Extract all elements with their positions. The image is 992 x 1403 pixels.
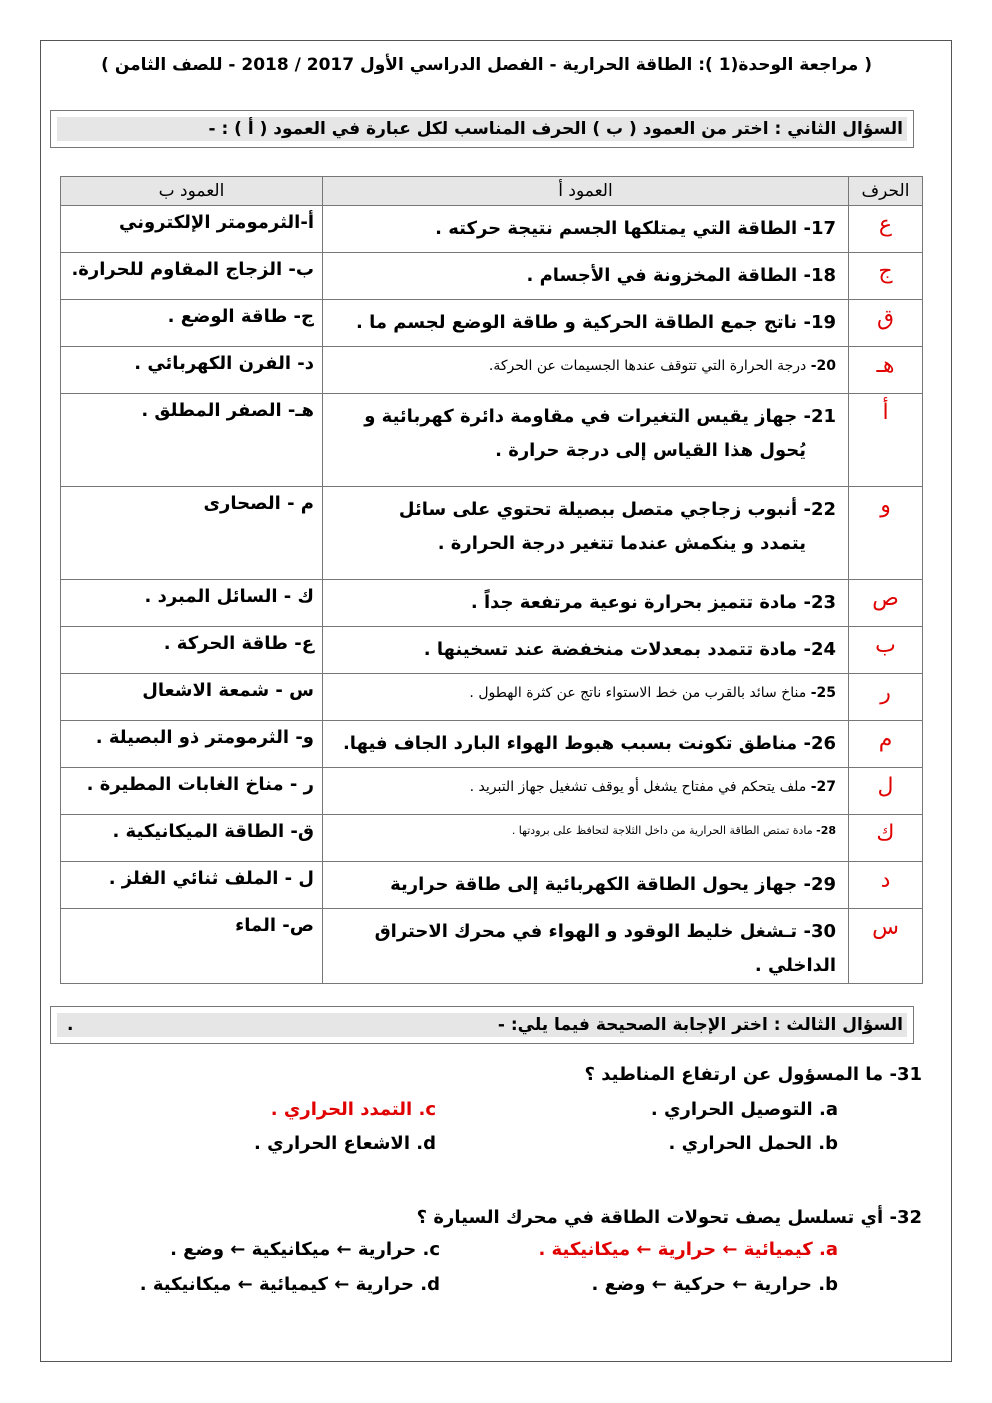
statement-number: 22- (803, 499, 836, 520)
table-row (61, 580, 923, 627)
column-a-statement (323, 253, 849, 300)
column-b-option: ر - مناخ الغابات المطيرة . (61, 768, 323, 815)
statement-text: مادة تمتص الطاقة الحرارية من داخل الثلاجة لتحافظ على برودتها . (511, 824, 813, 837)
column-b-option: و- الثرمومتر ذو البصيلة . (61, 721, 323, 768)
question-32: 32- أي تسلسل يصف تحولات الطاقة في محرك السيارة ؟ (416, 1207, 922, 1228)
column-b-option: م - الصحارى (61, 487, 323, 580)
col-a-header: العمود أ (323, 177, 849, 206)
statement-text: جهاز يحول الطاقة الكهربائية إلى طاقة حرارية (390, 874, 798, 895)
q31-option-c: c. التمدد الحراري . (270, 1099, 436, 1120)
column-b-option: ل - الملف ثنائي الفلز . (61, 862, 323, 909)
table-row (61, 627, 923, 674)
statement-text: مناطق تكونت بسبب هبوط الهواء البارد الجاف فيها. (342, 733, 798, 754)
statement-text: تـشغل خليط الوقود و الهواء في محرك الاحتراق الداخلي . (374, 921, 836, 977)
column-a-statement (323, 862, 849, 909)
statement-text: الطاقة التي يمتلكها الجسم نتيجة حركته . (435, 218, 798, 239)
statement-number: 28- (816, 824, 836, 837)
col-letter-header: الحرف (849, 177, 923, 206)
column-a-statement (323, 815, 849, 862)
table-row (61, 253, 923, 300)
statement-text: الطاقة المخزونة في الأجسام . (526, 265, 798, 286)
column-b-option: ك - السائل المبرد . (61, 580, 323, 627)
column-a-statement (323, 206, 849, 253)
answer-letter: ك (849, 815, 923, 862)
answer-letter: د (849, 862, 923, 909)
statement-text: درجة الحرارة التي تتوقف عندها الجسيمات عن الحركة. (488, 358, 807, 374)
column-a-statement (323, 768, 849, 815)
table-row (61, 347, 923, 394)
answer-letter: ص (849, 580, 923, 627)
page-title: ( مراجعة الوحدة(1 ): الطاقة الحرارية - الفصل الدراسي الأول 2017 / 2018 - للصف الثامن ) (101, 55, 872, 75)
statement-text: أنبوب زجاجي متصل ببصيلة تحتوي على سائل (398, 499, 798, 520)
statement-text: مادة تتمدد بمعدلات منخفضة عند تسخينها . (423, 639, 798, 660)
statement-number: 18- (803, 265, 836, 286)
statement-number: 23- (803, 592, 836, 613)
statement-text: مادة تتميز بحرارة نوعية مرتفعة جداً . (470, 592, 798, 613)
q31-option-d: d. الاشعاع الحراري . (254, 1133, 436, 1154)
table-row (61, 300, 923, 347)
answer-letter: و (849, 487, 923, 580)
question3-heading-end: . (67, 1015, 74, 1035)
statement-text: ملف يتحكم في مفتاح يشغل أو يوقف تشغيل جهاز التبريد . (469, 779, 807, 795)
q32-option-a: a. كيميائية ← حرارية ← ميكانيكية . (538, 1239, 838, 1260)
statement-number: 21- (803, 406, 836, 427)
statement-number: 29- (803, 874, 836, 895)
col-b-header: العمود ب (61, 177, 323, 206)
table-row (61, 394, 923, 487)
matching-table (60, 176, 923, 984)
answer-letter: ر (849, 674, 923, 721)
q32-option-b: b. حرارية ← حركية ← وضع . (591, 1274, 838, 1295)
question-31: 31- ما المسؤول عن ارتفاع المناطيد ؟ (584, 1064, 922, 1085)
column-a-statement (323, 580, 849, 627)
table-row (61, 862, 923, 909)
column-a-statement (323, 721, 849, 768)
column-b-option: أ-الثرمومتر الإلكتروني (61, 206, 323, 253)
column-a-statement (323, 300, 849, 347)
column-a-statement (323, 909, 849, 984)
column-b-option: ب- الزجاج المقاوم للحرارة. (61, 253, 323, 300)
answer-letter: ع (849, 206, 923, 253)
answer-letter: ل (849, 768, 923, 815)
column-b-option: س - شمعة الاشعال (61, 674, 323, 721)
statement-number: 30- (803, 921, 836, 942)
q31-option-b: b. الحمل الحراري . (668, 1133, 838, 1154)
question3-heading-box (50, 1006, 914, 1044)
table-row (61, 815, 923, 862)
question2-heading: السؤال الثاني : اختر من العمود ( ب ) الحرف المناسب لكل عبارة في العمود ( أ ) : - (208, 119, 903, 139)
statement-number: 19- (803, 312, 836, 333)
statement-number: 24- (803, 639, 836, 660)
table-row (61, 487, 923, 580)
statement-text-line2: يُحول هذا القياس إلى درجة حرارة . (495, 440, 806, 462)
answer-letter: س (849, 909, 923, 984)
q31-option-a: a. التوصيل الحراري . (650, 1099, 838, 1120)
statement-text-line2: يتمدد و ينكمش عندما تتغير درجة الحرارة . (437, 533, 806, 555)
answer-letter: هـ (849, 347, 923, 394)
statement-text: مناخ سائد بالقرب من خط الاستواء ناتج عن كثرة الهطول . (469, 685, 807, 701)
column-b-option: ص- الماء (61, 909, 323, 984)
question2-heading-box (50, 110, 914, 148)
column-a-statement (323, 347, 849, 394)
statement-number: 26- (803, 733, 836, 754)
statement-number: 27- (810, 779, 836, 795)
statement-number: 17- (803, 218, 836, 239)
answer-letter: ب (849, 627, 923, 674)
answer-letter: أ (849, 394, 923, 487)
answer-letter: م (849, 721, 923, 768)
column-b-option: د- الفرن الكهربائي . (61, 347, 323, 394)
table-row (61, 768, 923, 815)
column-b-option: ق- الطاقة الميكانيكية . (61, 815, 323, 862)
answer-letter: ج (849, 253, 923, 300)
column-b-option: هـ- الصفر المطلق . (61, 394, 323, 487)
column-a-statement (323, 487, 849, 580)
statement-text: جهاز يقيس التغيرات في مقاومة دائرة كهربائية و (364, 406, 798, 427)
table-row (61, 674, 923, 721)
column-a-statement (323, 394, 849, 487)
statement-number: 25- (810, 685, 836, 701)
column-a-statement (323, 627, 849, 674)
q32-option-d: d. حرارية ← كيميائية ← ميكانيكية . (139, 1274, 440, 1295)
column-a-statement (323, 674, 849, 721)
question3-heading: السؤال الثالث : اختر الإجابة الصحيحة فيما يلي: - (497, 1015, 903, 1035)
table-row (61, 206, 923, 253)
column-b-option: ع- طاقة الحركة . (61, 627, 323, 674)
statement-text: ناتج جمع الطاقة الحركية و طاقة الوضع لجسم ما . (356, 312, 798, 333)
answer-letter: ق (849, 300, 923, 347)
table-row (61, 721, 923, 768)
table-row (61, 909, 923, 984)
statement-number: 20- (810, 358, 836, 374)
q32-option-c: c. حرارية ← ميكانيكية ← وضع . (170, 1239, 440, 1260)
column-b-option: ج- طاقة الوضع . (61, 300, 323, 347)
